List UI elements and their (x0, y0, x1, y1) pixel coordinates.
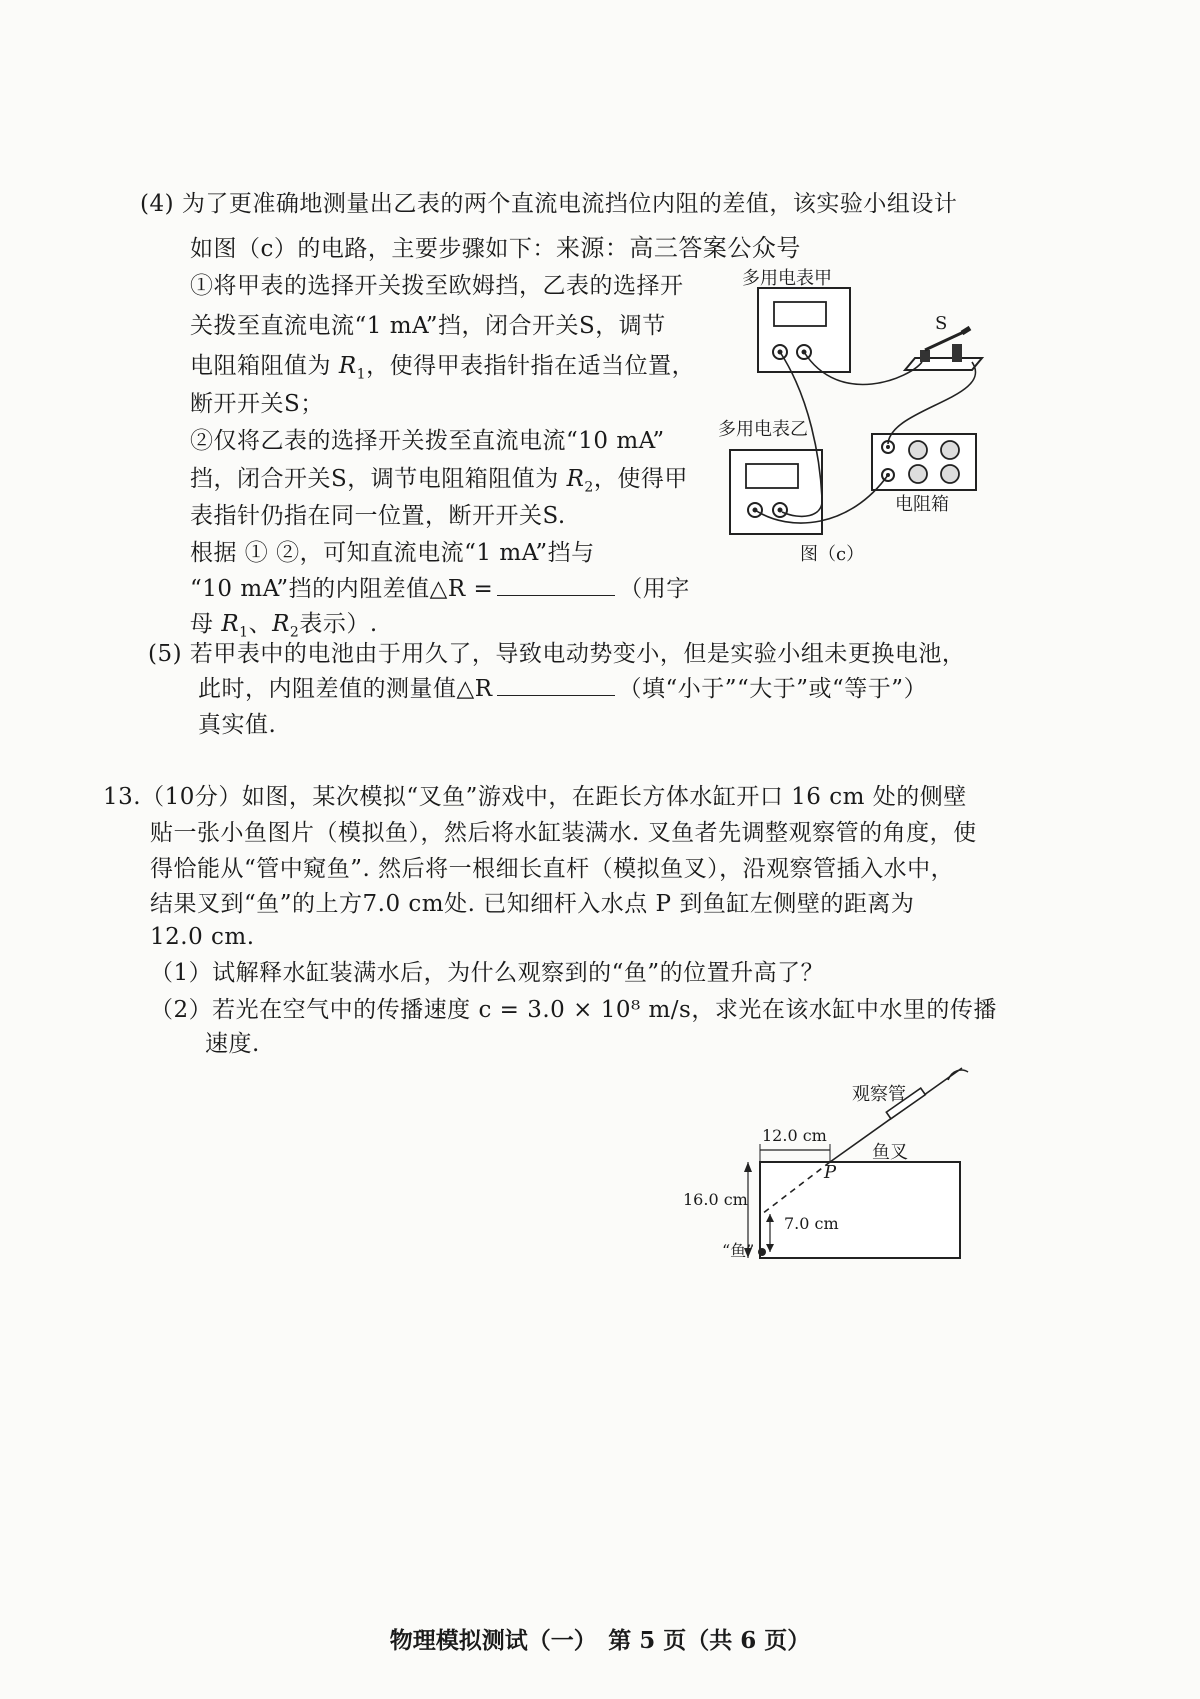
q13-line5: 12.0 cm. (150, 924, 255, 950)
q12-conclusion-line3: 母 $R_1$、$R_2$表示）. (190, 611, 378, 641)
q12-part5-line2: 此时，内阻差值的测量值△R （填“小于”“大于”或“等于”） (198, 676, 928, 702)
q13-line2: 贴一张小鱼图片（模拟鱼），然后将水缸装满水. 叉鱼者先调整观察管的角度，使 (150, 820, 977, 846)
q12-step1-line1: ①将甲表的选择开关拨至欧姆挡，乙表的选择开 (190, 273, 684, 299)
q12-step2-line2: 挡，闭合开关S，调节电阻箱阻值为 $R_2$，使得甲 (190, 466, 688, 496)
fish-point (758, 1248, 766, 1256)
answer-blank-deltaR[interactable] (497, 575, 615, 596)
label-fish: “鱼” (722, 1241, 755, 1260)
label-meter-a: 多用电表甲 (742, 268, 832, 289)
label-fork: 鱼叉 (872, 1142, 908, 1163)
q12-step1-line4: 断开开关S； (190, 391, 324, 417)
label-tube: 观察管 (852, 1084, 906, 1105)
tank-outline (760, 1162, 960, 1258)
q13-sub2-line1: （2）若光在空气中的传播速度 c = 3.0 × 10⁸ m/s，求光在该水缸中水里的传播 (150, 997, 997, 1023)
q12-conclusion-line2: “10 mA”挡的内阻差值△R = （用字 (190, 576, 690, 602)
q12-part4-line1: (4) 为了更准确地测量出乙表的两个直流电流挡位内阻的差值，该实验小组设计 (140, 191, 958, 217)
label-12cm: 12.0 cm (762, 1126, 827, 1145)
watermark-text: 来源：高三答案公众号 (555, 234, 801, 262)
figure-c-caption: 图（c） (800, 544, 865, 565)
answer-blank-compare[interactable] (497, 675, 615, 696)
q12-conclusion-line1: 根据 ① ②，可知直流电流“1 mA”挡与 (190, 540, 595, 566)
label-meter-b: 多用电表乙 (718, 419, 808, 440)
label-resistance-box: 电阻箱 (895, 494, 949, 515)
meter-b-body (730, 450, 822, 534)
q12-step2-line3: 表指针仍指在同一位置，断开开关S. (190, 503, 566, 529)
figure-c-circuit (700, 258, 1020, 568)
switch-s (905, 328, 982, 370)
q12-part5-line3: 真实值. (198, 712, 277, 738)
q12-part5-line1: (5) 若甲表中的电池由于用久了，导致电动势变小，但是实验小组未更换电池， (148, 641, 966, 667)
q13-sub1: （1）试解释水缸装满水后，为什么观察到的“鱼”的位置升高了？ (150, 960, 825, 986)
q13-line4: 结果叉到“鱼”的上方7.0 cm处. 已知细杆入水点 P 到鱼缸左侧壁的距离为 (150, 891, 915, 917)
label-point-p: P (824, 1162, 837, 1183)
q12-step2-line1: ②仅将乙表的选择开关拨至直流电流“10 mA” (190, 428, 665, 454)
label-switch-s: S (935, 313, 948, 334)
q13-sub2-line2: 速度. (205, 1031, 260, 1057)
q12-step1-line2: 关拨至直流电流“1 mA”挡，闭合开关S，调节 (190, 313, 666, 339)
q12-part4-line2: 如图（c）的电路，主要步骤如下：来源：高三答案公众号 (190, 234, 801, 262)
label-16cm: 16.0 cm (683, 1190, 748, 1209)
q13-line1: 13.（10分）如图，某次模拟“叉鱼”游戏中，在距长方体水缸开口 16 cm 处的侧壁 (103, 784, 967, 810)
label-7cm: 7.0 cm (784, 1214, 839, 1233)
q12-step1-line3: 电阻箱阻值为 $R_1$，使得甲表指针指在适当位置， (190, 353, 696, 383)
q13-line3: 得恰能从“管中窥鱼”. 然后将一根细长直杆（模拟鱼叉），沿观察管插入水中， (150, 856, 955, 882)
page-footer: 物理模拟测试（一） 第 5 页（共 6 页） (389, 1627, 811, 1654)
